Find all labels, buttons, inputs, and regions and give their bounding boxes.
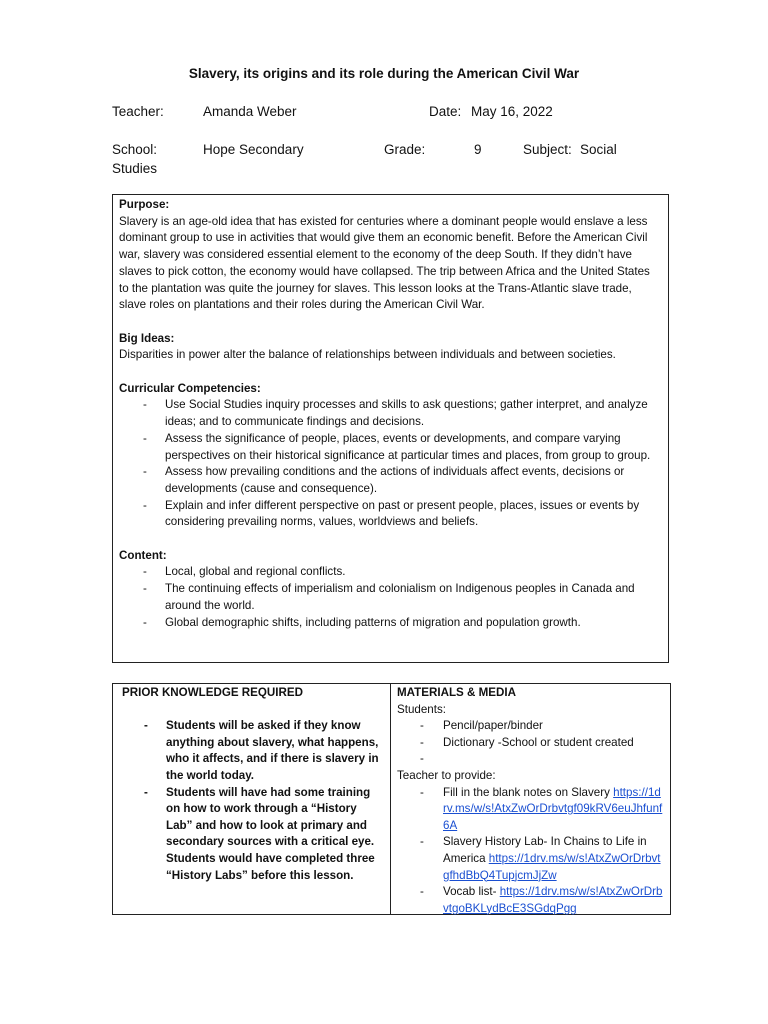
subject-value-continued: Studies <box>112 161 158 176</box>
list-item: - Explain and infer different perspective on past or present people, places, issues or events by considering prevailing norms, values, worldviews and beliefs. <box>143 498 640 529</box>
list-item: - Students will be asked if they know anything about slavery, what happens, who it affects, and if there is slavery in the world today. <box>144 719 379 782</box>
content-heading: Content: <box>119 548 167 562</box>
school-label: School: <box>112 142 158 157</box>
subject-label: Subject: <box>523 142 572 157</box>
students-label: Students: <box>397 702 446 716</box>
student-materials-list <box>397 718 664 768</box>
teacher-materials-list <box>397 785 664 918</box>
vocab-list-link[interactable]: https://1drv.ms/w/s!AtxZwOrDrbvtgoBKLydBcE3SGdqPgg <box>443 885 663 915</box>
competencies-list <box>119 397 662 531</box>
list-item: - Local, global and regional conflicts. <box>143 565 346 579</box>
grade-value: 9 <box>474 142 482 157</box>
prior-knowledge-heading: PRIOR KNOWLEDGE REQUIRED <box>122 686 303 699</box>
list-item: - The continuing effects of imperialism and colonialism on Indigenous peoples in Canada and around the world. <box>143 582 635 612</box>
big-ideas-heading: Big Ideas: <box>119 331 175 345</box>
history-lab-link[interactable]: https://1drv.ms/w/s!AtxZwOrDrbvtgfhdBbQ4TupjcmJjZw <box>443 851 661 882</box>
materials-column <box>390 684 670 914</box>
school-value: Hope Secondary <box>203 142 304 157</box>
purpose-heading: Purpose: <box>119 198 170 211</box>
list-item: - <box>420 752 424 766</box>
blank-notes-link[interactable]: https://1drv.ms/w/s!AtxZwOrDrbvtgf09kRV6euJhfunf6A <box>443 785 663 832</box>
prior-knowledge-column <box>113 684 390 914</box>
big-ideas-text: Disparities in power alter the balance of relationships between individuals and between societies. <box>119 348 616 362</box>
grade-label: Grade: <box>384 142 426 157</box>
knowledge-materials-table <box>112 683 671 915</box>
subject-value: Social <box>580 142 617 157</box>
list-item: - Students will have had some training on how to work through a “History Lab” and how to look at primary and secondary sources with a critical eye. Students would have completed three “History Labs” before this lesson. <box>144 785 375 882</box>
lesson-overview-box <box>112 194 669 663</box>
date-value: May 16, 2022 <box>471 104 553 119</box>
teacher-value: Amanda Weber <box>203 104 297 119</box>
list-item: - Slavery History Lab- In Chains to Life in America https://1drv.ms/w/s!AtxZwOrDrbvtgfhdBbQ4TupjcmJjZw <box>420 835 661 882</box>
list-item: - Global demographic shifts, including patterns of migration and population growth. <box>143 615 581 629</box>
prior-knowledge-list <box>122 718 384 884</box>
content-list <box>119 564 662 631</box>
list-item: - Vocab list- https://1drv.ms/w/s!AtxZwOrDrbvtgoBKLydBcE3SGdqPgg <box>420 885 663 915</box>
teacher-label: Teacher: <box>112 104 164 119</box>
list-item: - Use Social Studies inquiry processes and skills to ask questions; gather interpret, and analyze ideas; and to communicate findings and decisions. <box>143 398 648 429</box>
list-item: - Dictionary -School or student created <box>420 735 634 749</box>
materials-heading: MATERIALS & MEDIA <box>397 686 516 699</box>
list-item: - Pencil/paper/binder <box>420 719 543 733</box>
teacher-provide-label: Teacher to provide: <box>397 768 496 782</box>
document-title: Slavery, its origins and its role during the American Civil War <box>188 66 580 81</box>
purpose-text: Slavery is an age-old idea that has existed for centuries where a dominant people would enslave a less dominant group to use in activities that would give them an economic benefit. Before the American Civil war, slavery was considered essential element to the economy of the deep South. If they didn’t have slaves to pick cotton, the economy would have collapsed. The trip between Africa and the United States to the plantation was quite the journey for slaves. This lesson looks at the Trans-Atlantic slave trade, slave roles on plantations and their roles during the American Civil War. <box>119 214 650 312</box>
list-item: - Assess the significance of people, places, events or developments, and compare varying perspectives on their historical significance at particular times and places, from group to group. <box>143 431 651 462</box>
date-label: Date: <box>429 104 462 119</box>
list-item: - Fill in the blank notes on Slavery https://1drv.ms/w/s!AtxZwOrDrbvtgf09kRV6euJhfunf6A <box>420 785 663 832</box>
competencies-heading: Curricular Competencies: <box>119 381 261 395</box>
list-item: - Assess how prevailing conditions and the actions of individuals affect events, decisions or developments (cause and consequence). <box>143 465 625 495</box>
